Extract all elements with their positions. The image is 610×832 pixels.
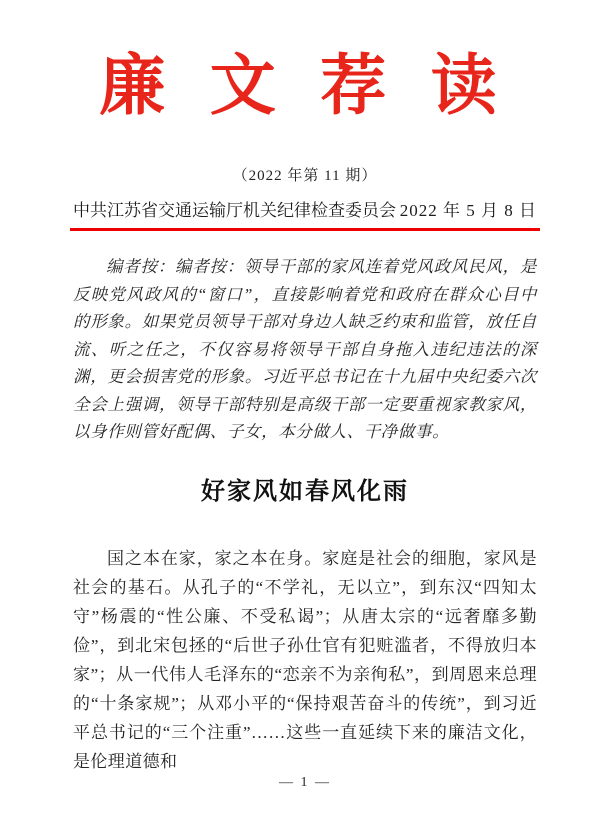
issue-number: （2022 年第 11 期） — [232, 168, 378, 184]
issuer-name: 中共江苏省交通运输厅机关纪律检查委员会 — [73, 201, 396, 220]
header-divider — [70, 228, 540, 231]
editor-note: 编者按：编者按：领导干部的家风连着党风政风民风，是反映党风政风的“窗口”，直接影响着党和政府在群众心目中的形象。如果党员领导干部对身边人缺乏约束和监管，放任自流、听之任之，不仅容易将领导干部自身拖入违纪违法的深渊，更会损害党的形象。习近平总书记在十九届中央纪委六次全会上强调，领导干部特别是高级干部一定要重视家教家风，以身作则管好配偶、子女，本分做人、干净做事。 — [73, 257, 537, 441]
masthead-row — [73, 200, 537, 222]
page-number: — 1 — — [279, 775, 331, 790]
article-title: 好家风如春风化雨 — [201, 478, 409, 505]
issue-date: 2022 年 5 月 8 日 — [399, 201, 537, 220]
document-title: 廉 文 荐 读 — [99, 50, 511, 123]
article-paragraph: 国之本在家，家之本在身。家庭是社会的细胞，家风是社会的基石。从孔子的“不学礼，无以立”，到东汉“四知太守”杨震的“性公廉、不受私谒”；从唐太宗的“远奢靡多勤俭”，到北宋包拯的“后世子孙仕官有犯赃滥者，不得放归本家”；从一代伟人毛泽东的“恋亲不为亲徇私”，到周恩来总理的“十条家规”；从邓小平的“保持艰苦奋斗的传统”，到习近平总书记的“三个注重”……这些一直延续下来的廉洁文化，是伦理道德和 — [73, 548, 537, 771]
